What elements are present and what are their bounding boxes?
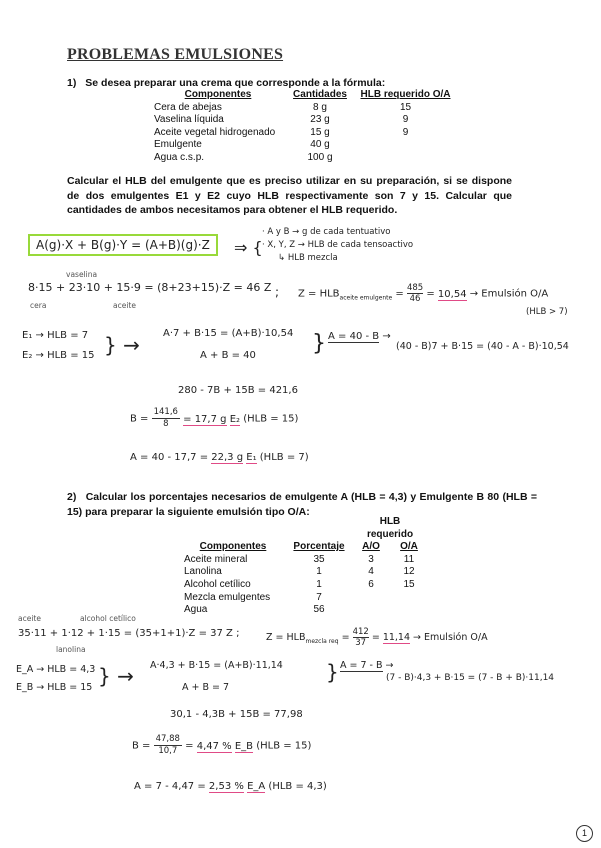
cell: 15 g [310,126,330,138]
cell: 9 [402,114,409,126]
fraction-2 [353,627,369,648]
cell: Lanolina [184,566,222,578]
z-hlb-subscript-2: mezcla req [305,638,339,645]
substitution-eq-1: (40 - B)7 + B·15 = (40 - A - B)·10,54 [396,341,569,352]
a-solution-2 [134,781,327,792]
b-result: = 17,7 g [183,413,227,425]
cell [352,604,390,617]
system2-eq1: A·4,3 + B·15 = (A+B)·11,14 [150,660,283,671]
fraction-1-den: 46 [409,294,421,304]
brace-2: } [312,331,326,356]
cell [390,604,428,617]
z-hlb-label-2: $Z = HLB_{mezcla req}$ = $\frac{412}{37}$ = 11,14 → Emulsión O/A [266,627,488,648]
cell: Emulgente [154,139,202,151]
fraction-b-num: 141,6 [153,407,178,417]
label-cera: cera [30,301,47,310]
cell: Agua [184,604,208,616]
substitution-A-text-2: A = 7 - B [340,660,383,671]
cell: 15 [403,578,415,590]
table-row [150,139,457,152]
cell [352,592,390,605]
table-row [150,102,457,115]
page-number: 1 [576,825,593,842]
cell: 1 [316,566,322,578]
brace-4: } [326,660,339,684]
substitution-A-1: A = 40 - B → [328,331,391,342]
substitution-eq-2: (7 - B)·4,3 + B·15 = (7 - B + B)·11,14 [386,673,555,683]
e2-definition: E₂ → HLB = 15 [22,350,95,361]
implies-arrow: ⇒ { [234,238,263,257]
table1-header-hlb: HLB requerido O/A [360,89,451,100]
b-label: B = [130,413,149,425]
a-equation: A = 40 - 17,7 = [130,452,209,463]
hlb-result-1: 10,54 [437,288,467,300]
substitution-A-2: A = 7 - B → [340,660,394,671]
e1-definition: E₁ → HLB = 7 [22,330,89,341]
emulsion-type-2: → Emulsión O/A [413,632,488,643]
legend-line-1: · A y B → g de cada tentuativo [262,227,391,237]
cell: 3 [368,553,374,565]
step-eq-2: 30,1 - 4,3B + 15B = 77,98 [170,709,303,720]
problem1-statement: Se desea preparar una crema que corresponde a la fórmula: [85,77,386,89]
cell [354,139,457,152]
page-title: PROBLEMAS EMULSIONES [67,46,284,63]
semicolon: ; [275,285,280,299]
a-emulgent: E₁ [246,452,257,463]
hlb-result-2: 11,14 [382,632,411,643]
z-hlb-text: Z = HLB [298,288,340,300]
table-row [150,127,457,140]
label-aceite: aceite [113,301,136,310]
label-lanolina: lanolina [56,645,86,654]
z-hlb-label: $Z = HLB_{aceite emulgente}$ = $\frac{485}{46}$ = 10,54 → Emulsión O/A [298,283,549,304]
hlb-note-1: (HLB > 7) [526,307,568,317]
fraction-b-den: 8 [163,419,169,429]
table-row [150,114,457,127]
table-row [180,604,428,617]
cell: Alcohol cetílico [184,578,251,590]
brace-3: } → [98,664,134,688]
label-alcohol: alcohol cetílico [80,614,136,623]
fraction-2-num: 412 [352,627,369,637]
table2-header-oa: O/A [400,541,418,553]
table1-header-cantidades: Cantidades [293,89,347,100]
substitution-A-text: A = 40 - B [328,331,380,342]
cell: 12 [403,566,415,578]
problem1-table [150,89,457,165]
table2-header-ao: A/O [362,541,380,553]
problem2-number: 2) [67,491,77,503]
table-row [180,566,428,579]
fraction-b2-num: 47,88 [155,734,180,744]
system1-eq2: A + B = 40 [200,350,256,361]
cell: 56 [313,604,325,616]
table-row [180,592,428,605]
cell: 23 g [310,114,330,126]
cell: 4 [368,566,374,578]
table1-header-componentes: Componentes [184,89,252,100]
fraction-1 [407,283,423,304]
label-aceite-2: aceite [18,614,41,623]
cell: 100 g [307,151,333,163]
ea-definition: E_A → HLB = 4,3 [16,664,96,675]
fraction-1-num: 485 [406,283,424,293]
system2-eq2: A + B = 7 [182,682,230,693]
table2-header-porcentaje: Porcentaje [293,541,345,553]
cell: Aceite mineral [184,553,248,565]
legend-line-2: · X, Y, Z → HLB de cada tensoactivo [262,240,414,250]
fraction-b-1 [152,407,180,430]
table-row [180,554,428,567]
cell: 40 g [310,139,330,151]
problem2-table [180,516,428,617]
cell: 7 [316,591,322,603]
cell: 11 [403,553,415,565]
fraction-b2-den: 10,7 [158,746,178,756]
a-solution-1 [130,452,309,463]
cell: 35 [313,553,325,565]
cell [354,152,457,165]
b-result-2: 4,47 % [196,740,232,752]
table-row [150,152,457,165]
b-emulgent: E₂ [229,413,241,425]
problem1-question: Calcular el HLB del emulgente que es preciso utilizar en su preparación, si se dispone de dos emulgentes E1 y E2 cuyo HLB respectivamente son 7 y 15. Calcular que cantidades de ambos necesitamos para obtener el HLB requerido. [67,175,512,216]
cell: 6 [368,578,374,590]
step-eq-1: 280 - 7B + 15B = 421,6 [178,385,298,396]
b-note: (HLB = 15) [243,413,299,425]
b-solution-1 [130,407,298,430]
cell: Agua c.s.p. [154,151,205,163]
b-note-2: (HLB = 15) [256,740,312,752]
cell: Mezcla emulgentes [184,591,271,603]
legend-block [262,226,413,265]
b-solution-2: B = $\frac{47,88}{10,7}$ = 4,47 % E_B (HLB = 15) [132,734,312,756]
label-vaselina: vaselina [66,270,98,279]
a-equation-2: A = 7 - 4,47 = [134,781,206,792]
a-note: (HLB = 7) [259,452,309,463]
hlb-equation-1: 8·15 + 23·10 + 15·9 = (8+23+15)·Z = 46 Z [28,281,272,294]
problem2-statement: Calcular los porcentajes necesarios de emulgente A (HLB = 4,3) y Emulgente B 80 (HLB = 15) para preparar la siguiente emulsión tipo O/A: [67,491,537,518]
brace-1: } → [104,333,140,357]
emulsion-type-1: → Emulsión O/A [469,288,549,300]
cell: 15 [399,101,412,113]
cell [390,592,428,605]
z-hlb-text-2: Z = HLB [266,632,306,643]
cell: 1 [316,578,322,590]
hlb-equation-2: 35·11 + 1·12 + 1·15 = (35+1+1)·Z = 37 Z ; [18,628,240,639]
cell: Aceite vegetal hidrogenado [154,126,276,138]
eb-definition: E_B → HLB = 15 [16,682,93,693]
cell: Cera de abejas [154,101,222,113]
a-note-2: (HLB = 4,3) [268,781,327,792]
a-result: 22,3 g [211,452,244,463]
z-hlb-subscript: aceite emulgente [339,294,393,302]
hlb-formula-box: A(g)·X + B(g)·Y = (A+B)(g)·Z [28,234,218,256]
table-row [180,579,428,592]
problem2-heading [67,490,537,519]
cell: 8 g [313,101,327,113]
problem1-number: 1) [67,77,77,89]
cell: Vaselina líquida [154,114,224,126]
table2-header-hlb: HLB requerido [366,516,414,540]
a-result-2: 2,53 % [208,781,244,792]
fraction-2-den: 37 [355,638,367,648]
legend-line-3: ↳ HLB mezcla [278,253,338,263]
cell: 9 [402,126,409,138]
table2-header-componentes: Componentes [199,541,267,553]
b-label-2: B = [132,740,151,752]
system1-eq1: A·7 + B·15 = (A+B)·10,54 [163,328,294,339]
problem1-heading [67,77,385,89]
a-emulgent-2: E_A [247,781,266,792]
b-emulgent-2: E_B [234,740,254,752]
fraction-b-2 [154,734,182,757]
